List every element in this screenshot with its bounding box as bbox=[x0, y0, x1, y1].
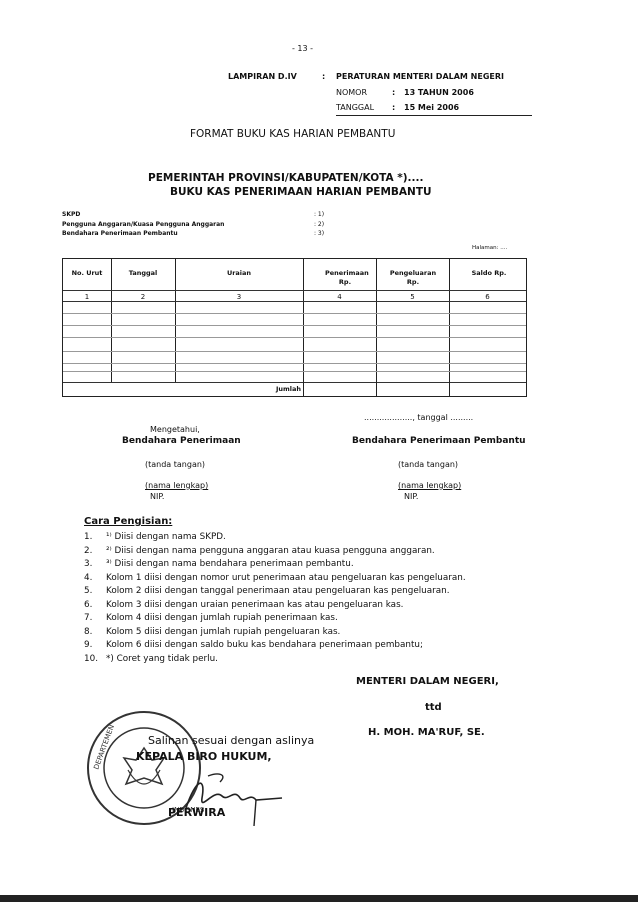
cara-item-number: 5. bbox=[84, 586, 93, 596]
svg-text:DEPARTEMEN: DEPARTEMEN bbox=[92, 723, 117, 771]
svg-text:INDONESIA: INDONES bbox=[172, 806, 204, 814]
date-line: ..................., tanggal ......... bbox=[364, 413, 474, 422]
minister-title: MENTERI DALAM NEGERI, bbox=[356, 676, 499, 687]
cara-item-number: 3. bbox=[84, 559, 93, 569]
row-line bbox=[63, 313, 526, 314]
cara-item-text: ²⁾ Diisi dengan nama pengguna anggaran atau kuasa pengguna anggaran. bbox=[106, 545, 435, 556]
jumlah-divider bbox=[303, 382, 304, 396]
row-line bbox=[63, 371, 526, 372]
left-nip: NIP. bbox=[150, 492, 165, 501]
field-pengguna-label: Pengguna Anggaran/Kuasa Pengguna Anggaran bbox=[62, 221, 225, 228]
th-pengeluaran: Pengeluaran Rp. bbox=[389, 269, 437, 286]
main-title-1: PEMERINTAH PROVINSI/KABUPATEN/KOTA *).... bbox=[148, 172, 424, 184]
kas-table bbox=[62, 258, 527, 397]
tanggal-value: 15 Mei 2006 bbox=[404, 103, 460, 112]
cara-item bbox=[84, 546, 435, 556]
jumlah-label: Jumlah bbox=[275, 385, 301, 393]
cara-item-number: 9. bbox=[84, 640, 93, 650]
cara-item-number: 1. bbox=[84, 532, 93, 542]
col-number-5: 5 bbox=[410, 293, 415, 301]
cara-item bbox=[84, 586, 450, 596]
right-tanda-tangan: (tanda tangan) bbox=[398, 460, 459, 469]
right-nip: NIP. bbox=[404, 492, 419, 501]
jumlah-divider bbox=[376, 382, 377, 396]
cara-item-number: 6. bbox=[84, 599, 93, 610]
cara-item-number: 4. bbox=[84, 572, 93, 583]
row-line bbox=[63, 363, 526, 364]
col-number-3: 3 bbox=[236, 293, 242, 301]
row-line bbox=[63, 337, 526, 338]
field-bendahara-label: Bendahara Penerimaan Pembantu bbox=[62, 230, 178, 237]
col-number-6: 6 bbox=[485, 293, 490, 301]
th-tanggal: Tanggal bbox=[128, 269, 158, 277]
cara-item bbox=[84, 613, 338, 623]
cara-item bbox=[84, 654, 218, 664]
cara-item bbox=[84, 600, 403, 610]
header-underline bbox=[336, 115, 532, 116]
halaman-label: Halaman: .... bbox=[472, 245, 508, 251]
field-pengguna-ref: : 2) bbox=[314, 221, 325, 228]
header-colon: : bbox=[392, 88, 396, 97]
cara-item-text: Kolom 1 diisi dengan nomor urut penerimaan atau pengeluaran kas pengeluaran. bbox=[106, 572, 466, 583]
th-saldo: Saldo Rp. bbox=[471, 269, 507, 277]
format-title: FORMAT BUKU KAS HARIAN PEMBANTU bbox=[190, 128, 396, 140]
regulation-title: PERATURAN MENTERI DALAM NEGERI bbox=[336, 72, 505, 81]
kepala-biro-hukum: KEPALA BIRO HUKUM, bbox=[136, 750, 272, 763]
header-colon: : bbox=[322, 72, 326, 81]
salinan-line: Salinan sesuai dengan aslinya bbox=[148, 734, 315, 747]
row-divider bbox=[63, 290, 526, 291]
field-bendahara-ref: : 3) bbox=[314, 230, 325, 237]
right-nama-lengkap: (nama lengkap) bbox=[398, 481, 462, 490]
left-nama-lengkap: (nama lengkap) bbox=[145, 481, 209, 490]
cara-item-number: 8. bbox=[84, 626, 93, 637]
row-line bbox=[63, 325, 526, 326]
cara-item bbox=[84, 559, 354, 569]
th-uraian: Uraian bbox=[226, 269, 252, 277]
col-number-2: 2 bbox=[140, 293, 146, 301]
cara-item-text: ³⁾ Diisi dengan nama bendahara penerimaan pembantu. bbox=[106, 559, 354, 569]
cara-item-text: Kolom 3 diisi dengan uraian penerimaan kas atau pengeluaran kas. bbox=[106, 599, 404, 610]
left-tanda-tangan: (tanda tangan) bbox=[145, 460, 206, 469]
row-line bbox=[63, 351, 526, 352]
cara-item bbox=[84, 627, 340, 637]
cara-item bbox=[84, 532, 226, 542]
row-divider bbox=[63, 301, 526, 302]
cara-item-text: Kolom 5 diisi dengan jumlah rupiah pengeluaran kas. bbox=[106, 626, 341, 637]
cara-item-text: Kolom 4 diisi dengan jumlah rupiah penerimaan kas. bbox=[106, 613, 338, 623]
cara-item-text: ¹⁾ Diisi dengan nama SKPD. bbox=[106, 532, 226, 542]
signature-icon bbox=[178, 768, 288, 830]
right-signer-title: Bendahara Penerimaan Pembantu bbox=[352, 436, 526, 446]
minister-name: H. MOH. MA'RUF, SE. bbox=[368, 727, 485, 738]
nomor-value: 13 TAHUN 2006 bbox=[404, 88, 474, 97]
th-penerimaan: Penerimaan Rp. bbox=[325, 269, 369, 286]
col-number-1: 1 bbox=[84, 293, 90, 301]
mengetahui-label: Mengetahui, bbox=[150, 425, 200, 434]
row-divider bbox=[63, 382, 526, 383]
left-signer-title: Bendahara Penerimaan bbox=[122, 436, 241, 446]
header-colon: : bbox=[392, 103, 396, 112]
signer-name: PERWIRA bbox=[168, 806, 226, 819]
col-number-4: 4 bbox=[337, 293, 342, 301]
cara-item-text: Kolom 2 diisi dengan tanggal penerimaan atau pengeluaran kas pengeluaran. bbox=[106, 586, 450, 596]
nomor-label: NOMOR bbox=[336, 88, 368, 97]
field-skpd-ref: : 1) bbox=[314, 211, 325, 218]
cara-title: Cara Pengisian: bbox=[84, 516, 173, 527]
field-skpd-label: SKPD bbox=[62, 211, 81, 218]
jumlah-divider bbox=[449, 382, 450, 396]
cara-item bbox=[84, 573, 466, 583]
cara-item-text: Kolom 6 diisi dengan saldo buku kas bendahara penerimaan pembantu; bbox=[106, 640, 423, 650]
main-title-2: BUKU KAS PENERIMAAN HARIAN PEMBANTU bbox=[170, 186, 432, 198]
cara-item-text: *) Coret yang tidak perlu. bbox=[106, 653, 218, 664]
cara-item-number: 2. bbox=[84, 545, 93, 556]
cara-list bbox=[84, 532, 524, 672]
handwritten-signature bbox=[178, 768, 288, 830]
cara-item-number: 10. bbox=[84, 653, 98, 664]
scan-bottom-edge bbox=[0, 895, 638, 902]
cara-item bbox=[84, 640, 423, 650]
ttd-label: ttd bbox=[425, 702, 442, 713]
lampiran-label: LAMPIRAN D.IV bbox=[228, 72, 297, 81]
page-number: - 13 - bbox=[292, 44, 314, 53]
cara-item-number: 7. bbox=[84, 613, 93, 623]
th-no-urut: No. Urut bbox=[71, 269, 103, 277]
tanggal-label: TANGGAL bbox=[336, 103, 375, 112]
